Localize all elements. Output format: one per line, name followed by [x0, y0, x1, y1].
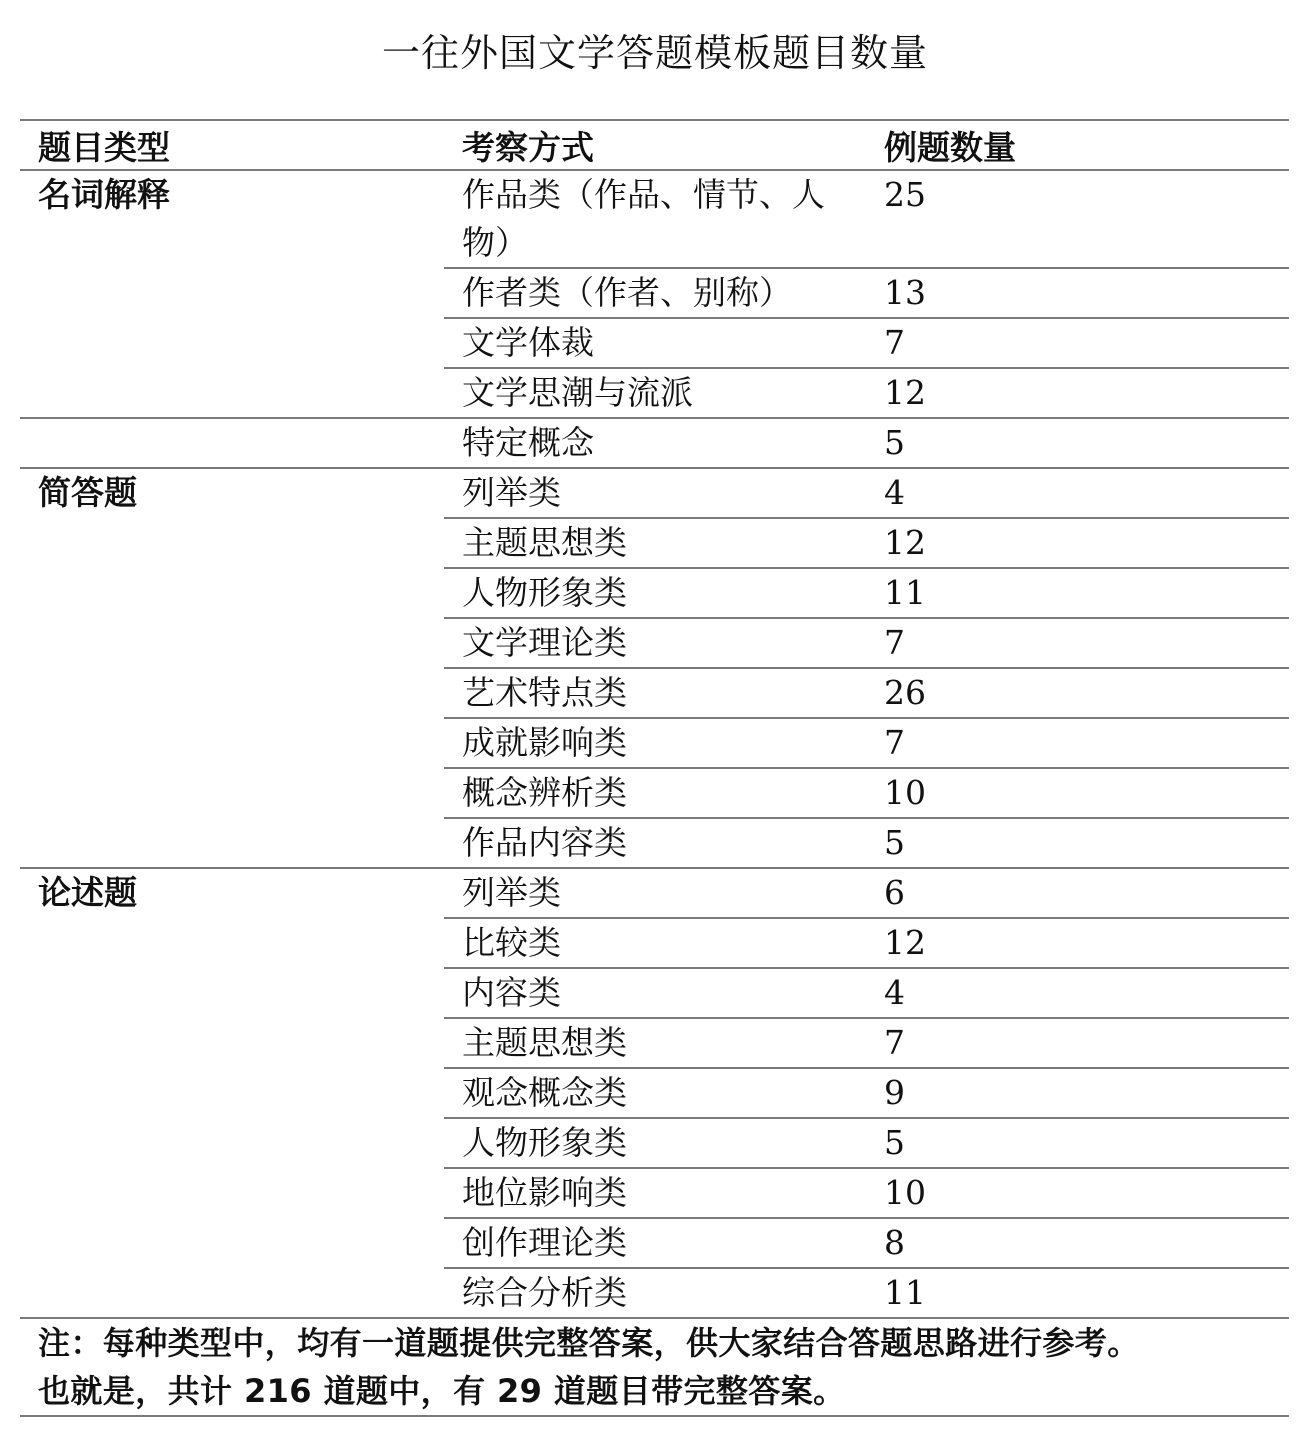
- table-row: [444, 1269, 1289, 1317]
- summary-table: [20, 119, 1289, 1417]
- count-cell: 7: [884, 623, 905, 662]
- group-name: 简答题: [38, 473, 137, 512]
- method-cell: 艺术特点类: [462, 673, 627, 712]
- method-cell: 文学理论类: [462, 623, 627, 662]
- method-cell: 特定概念: [462, 423, 594, 462]
- table-row: [444, 669, 1289, 719]
- table-row: [444, 569, 1289, 619]
- header-type: 题目类型: [38, 127, 170, 167]
- group-name: 论述题: [38, 873, 137, 912]
- count-cell: 12: [884, 923, 926, 962]
- count-cell: 11: [884, 573, 926, 612]
- note-line-1: 注：每种类型中，均有一道题提供完整答案，供大家结合答题思路进行参考。: [38, 1324, 1140, 1362]
- method-cell: 综合分析类: [462, 1273, 627, 1312]
- table-row: [444, 1019, 1289, 1069]
- table-group: [20, 869, 1289, 1319]
- table-row: [444, 1119, 1289, 1169]
- count-cell: 10: [884, 1173, 926, 1212]
- table-group: [20, 469, 1289, 869]
- method-cell: 比较类: [462, 923, 561, 962]
- method-cell: 文学思潮与流派: [462, 373, 693, 412]
- method-cell: 地位影响类: [462, 1173, 627, 1212]
- table-group: [20, 419, 1289, 469]
- table-row: [444, 919, 1289, 969]
- count-cell: 5: [884, 423, 905, 462]
- method-cell: 作品内容类: [462, 823, 627, 862]
- method-cell: 列举类: [462, 873, 561, 912]
- method-cell: 成就影响类: [462, 723, 627, 762]
- table-row: [444, 719, 1289, 769]
- table-row: [444, 619, 1289, 669]
- method-cell: 主题思想类: [462, 523, 627, 562]
- table-row: [444, 1069, 1289, 1119]
- table-row: [444, 819, 1289, 867]
- method-cell: 列举类: [462, 473, 561, 512]
- count-cell: 7: [884, 723, 905, 762]
- note-line-2: 也就是，共计 216 道题中，有 29 道题目带完整答案。: [38, 1372, 846, 1410]
- method-cell: 观念概念类: [462, 1073, 627, 1112]
- table-row: [444, 969, 1289, 1019]
- count-cell: 26: [884, 673, 926, 712]
- count-cell: 12: [884, 523, 926, 562]
- count-cell: 25: [884, 175, 926, 214]
- count-cell: 8: [884, 1223, 905, 1262]
- method-cell: 作者类（作者、别称）: [462, 273, 792, 312]
- table-header: [20, 121, 1289, 171]
- table-row: [444, 519, 1289, 569]
- count-cell: 11: [884, 1273, 926, 1312]
- group-name: [20, 419, 444, 467]
- method-cell: 创作理论类: [462, 1223, 627, 1262]
- method-cell: 人物形象类: [462, 573, 627, 612]
- table-group: [20, 171, 1289, 419]
- header-method: 考察方式: [462, 127, 594, 167]
- group-name: 名词解释: [38, 175, 170, 214]
- table-row: [444, 419, 1289, 467]
- count-cell: 9: [884, 1073, 905, 1112]
- page-title: 一往外国文学答题模板题目数量: [381, 31, 928, 75]
- count-cell: 6: [884, 873, 905, 912]
- table-row: [444, 171, 1289, 269]
- table-row: [444, 1219, 1289, 1269]
- count-cell: 5: [884, 823, 905, 862]
- method-cell: 主题思想类: [462, 1023, 627, 1062]
- table-row: [444, 319, 1289, 369]
- count-cell: 7: [884, 1023, 905, 1062]
- table-row: [444, 769, 1289, 819]
- count-cell: 7: [884, 323, 905, 362]
- method-cell: 作品类（作品、情节、人物）: [462, 175, 825, 262]
- count-cell: 5: [884, 1123, 905, 1162]
- count-cell: 10: [884, 773, 926, 812]
- header-count: 例题数量: [884, 127, 1016, 167]
- method-cell: 文学体裁: [462, 323, 594, 362]
- count-cell: 4: [884, 973, 905, 1012]
- table-row: [444, 869, 1289, 919]
- table-note: [20, 1319, 1289, 1417]
- table-row: [444, 1169, 1289, 1219]
- table-row: [444, 269, 1289, 319]
- count-cell: 13: [884, 273, 926, 312]
- method-cell: 概念辨析类: [462, 773, 627, 812]
- table-row: [444, 469, 1289, 519]
- count-cell: 12: [884, 373, 926, 412]
- method-cell: 内容类: [462, 973, 561, 1012]
- table-row: [444, 369, 1289, 417]
- count-cell: 4: [884, 473, 905, 512]
- method-cell: 人物形象类: [462, 1123, 627, 1162]
